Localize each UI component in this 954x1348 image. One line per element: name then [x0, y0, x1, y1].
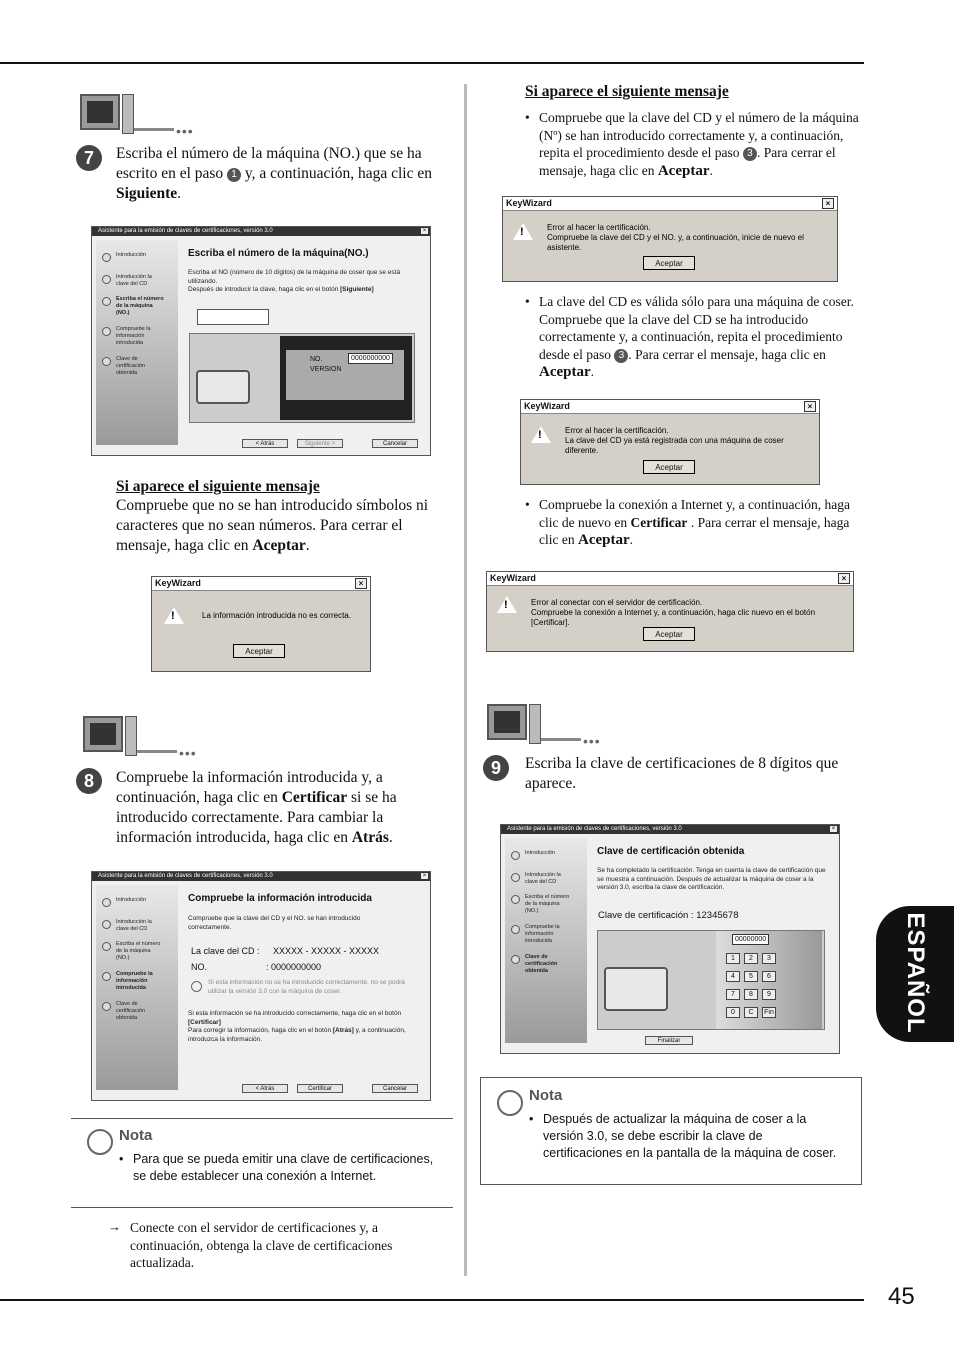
certify-button[interactable]: Certificar — [297, 1084, 343, 1093]
dialog-incorrect-info: KeyWizard × ! La información introducida no es correcta. Aceptar — [151, 576, 371, 672]
accept-button[interactable]: Aceptar — [233, 644, 285, 658]
info-icon — [191, 981, 202, 992]
column-divider — [464, 84, 467, 1276]
next-button[interactable]: Siguiente > — [297, 439, 343, 448]
machine-number-input[interactable] — [197, 309, 269, 325]
dialog-connection-error: KeyWizard × ! Error al conectar con el servidor de certificación. Compruebe la conexión a Internet y, a continuación, haga clic nuevo en el botón [Certificar]. Aceptar — [486, 571, 854, 652]
note-box-update: Nota • Después de actualizar la máquina de coser a la versión 3.0, se debe escribir la clave de certificaciones en la pantalla de la máquina de coser. — [480, 1077, 862, 1185]
page-number: 45 — [888, 1283, 915, 1310]
bottom-rule — [0, 1299, 864, 1301]
close-icon[interactable]: × — [355, 578, 367, 589]
back-button[interactable]: < Atrás — [242, 439, 288, 448]
note-icon — [87, 1129, 113, 1155]
dialog-cd-key-registered: KeyWizard × ! Error al hacer la certificación. La clave del CD ya está registrada con una máquina de coser diferente. Aceptar — [520, 399, 820, 485]
step-7-message-heading: Si aparece el siguiente mensaje — [116, 478, 320, 495]
finish-button[interactable]: Finalizar — [645, 1036, 693, 1045]
step-9-text: Escriba la clave de certificaciones de 8 dígitos que aparece. — [525, 755, 839, 792]
bullet-2: • La clave del CD es válida sólo para una máquina de coser. Compruebe que la clave del CD se ha introducido correctamente y, a continuación, repita el procedimiento desde el paso 3 . Para cerrar el mensaje, haga clic en Aceptar. — [525, 293, 861, 382]
step-7-message-text: Compruebe que no se han introducido símbolos ni caracteres que no sean números. Para cerrar el mensaje, haga clic en Aceptar. — [116, 497, 429, 554]
step-9-number: 9 — [483, 755, 509, 781]
accept-button[interactable]: Aceptar — [643, 460, 695, 474]
wizard-screenshot-key-obtained: Asistente para la emisión de claves de certificaciones, versión 3.0 × Introducción Introducción la clave del CD Escriba el número de la máquina (NO.) Compruebe la información introducida Clave de certificación obtenida Clave de certificación obtenida Se ha completado la certificación. Tenga en cuenta la clave de certificación que se muestra a continuación. Después de actualizar la máquina de coser a la versión 3.0, escriba la clave de certificación. Clave de certificación : 12345678 00000000 1 2 3 4 5 6 7 8 9 0 C Fin Finalizar — [500, 824, 840, 1054]
bullet-1: • Compruebe que la clave del CD y el número de la máquina (Nº) se han introducido correctamente y, a continuación, repita el procedimiento desde el paso 3 . Para cerrar el mensaje, haga clic en Aceptar. — [525, 109, 861, 180]
wizard-screenshot-machine-number: Asistente para la emisión de claves de certificaciones, versión 3.0 × Introducción Introducción la clave del CD Escriba el número de la máquina (NO.) Compruebe la información introducida Clave de certificación obtenida Escriba el número de la máquina(NO.) Escriba el NO (número de 10 dígitos) de la máquina de coser que se está utilizando. Después de introducir la clave, haga clic en el botón [Siguiente] NO. 0000000000 VERSION < Atrás Siguiente > Cancelar — [91, 226, 431, 456]
language-tab-label: ESPAÑOL — [902, 912, 929, 1034]
dialog-certification-error: KeyWizard × ! Error al hacer la certificación. Compruebe la clave del CD y el NO. y, a continuación, inicie de nuevo el asistente. Aceptar — [502, 196, 838, 282]
warning-icon — [531, 426, 551, 443]
cancel-button[interactable]: Cancelar — [372, 1084, 418, 1093]
wizard-screenshot-confirm-info: Asistente para la emisión de claves de certificaciones, versión 3.0 × Introducción Introducción la clave del CD Escriba el número de la máquina (NO.) Compruebe la información introducida Clave de certificación obtenida Compruebe la información introducida Compruebe que la clave del CD y el NO. se han introducido correctamente. La clave del CD : XXXXX - XXXXX - XXXXX NO. : 0000000000 Si esta información no se ha introducido correctamente, no se podrá utilizar la versión 3.0 con la máquina de coser. Si esta información se ha introducido correctamente, haga clic en el botón [Certificar] Para corregir la información, haga clic en el botón [Atrás] y, a continuación, introduzca la información. < Atrás Certificar Cancelar — [91, 871, 431, 1101]
step-7-number: 7 — [76, 145, 102, 171]
step-7-text: Escriba el número de la máquina (NO.) que se ha escrito en el paso 1 y, a continuación, haga clic en Siguiente. — [116, 145, 432, 202]
top-rule — [0, 62, 864, 64]
close-icon[interactable]: × — [838, 573, 850, 584]
close-icon[interactable]: × — [822, 198, 834, 209]
warning-icon — [513, 223, 533, 240]
accept-button[interactable]: Aceptar — [643, 256, 695, 270]
key-illustration: 00000000 1 2 3 4 5 6 7 8 9 0 C Fin — [597, 930, 825, 1030]
warning-icon — [497, 596, 517, 613]
accept-button[interactable]: Aceptar — [643, 627, 695, 641]
machine-illustration: NO. 0000000000 VERSION — [189, 333, 415, 423]
bullet-3: • Compruebe la conexión a Internet y, a continuación, haga clic de nuevo en Certificar . Para cerrar el mensaje, haga clic en Aceptar. — [525, 496, 861, 550]
cancel-button[interactable]: Cancelar — [372, 439, 418, 448]
note-box-internet: Nota • Para que se pueda emitir una clave de certificaciones, se debe establecer una conexión a Internet. — [71, 1118, 453, 1208]
after-certify-text: Conecte con el servidor de certificaciones y, a continuación, obtenga la clave de certificaciones actualizada. — [130, 1220, 393, 1270]
back-button[interactable]: < Atrás — [242, 1084, 288, 1093]
right-message-heading: Si aparece el siguiente mensaje — [525, 83, 729, 100]
warning-icon — [164, 607, 184, 624]
step-8-number: 8 — [76, 768, 102, 794]
close-icon[interactable]: × — [804, 401, 816, 412]
note-icon — [497, 1090, 523, 1116]
arrow: → — [108, 1219, 121, 1234]
step-8-text: Compruebe la información introducida y, a continuación, haga clic en Certificar si se ha introducido correctamente. Para cambiar la información introducida, haga clic en Atrás. — [116, 769, 397, 846]
